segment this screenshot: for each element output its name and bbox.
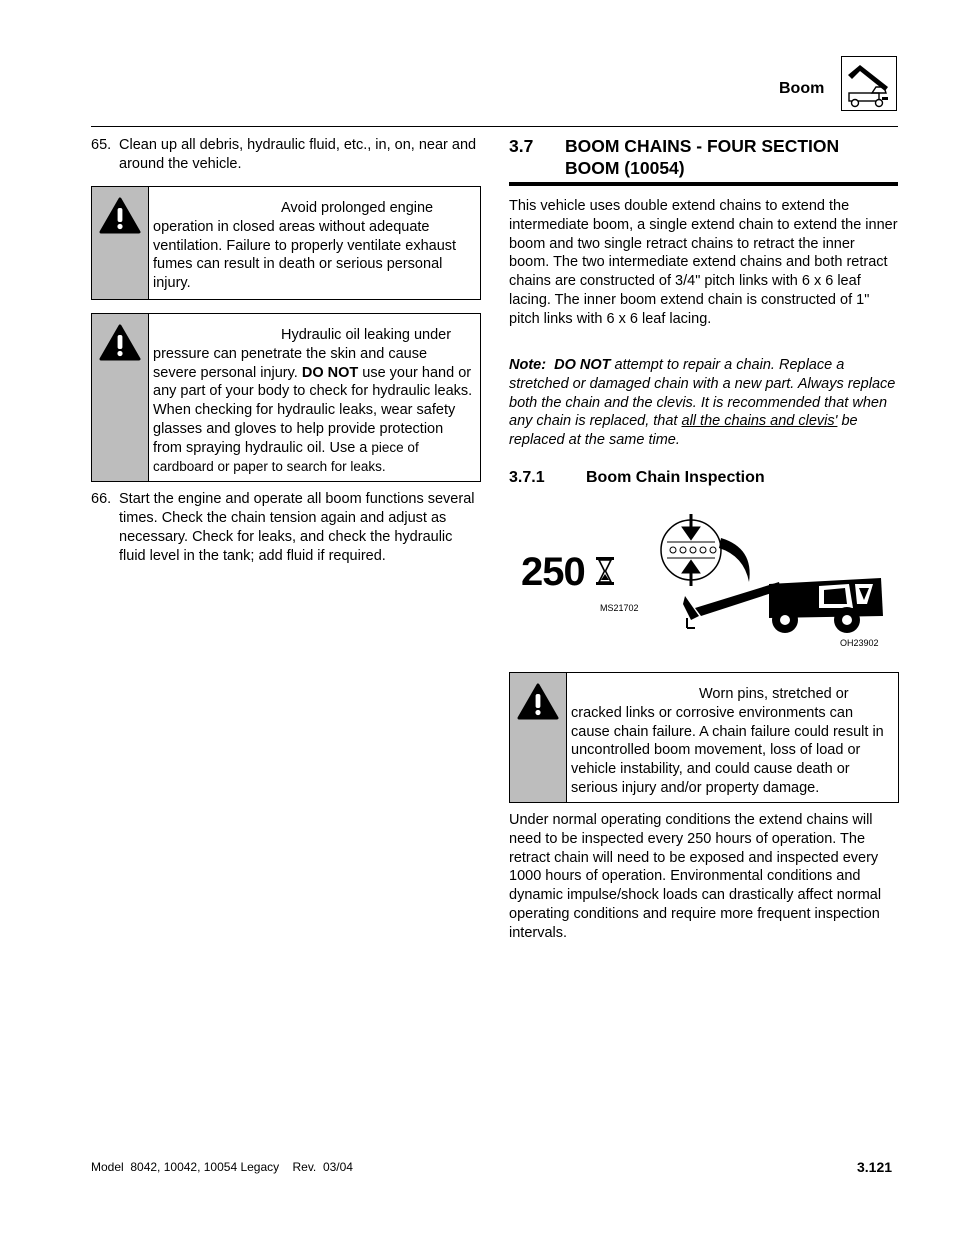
step-text: Clean up all debris, hydraulic fluid, etc., in, on, near and around the vehicle.: [119, 137, 477, 172]
warning-box-hydraulic-leak: [91, 313, 481, 482]
boom-chain-illustration: [659, 508, 899, 638]
warning-sidebar: [92, 314, 149, 481]
note-label: Note:: [509, 357, 547, 373]
note-text: attempt to repair a chain. Replace a stretched or damaged chain with a new part. Always replace both the chain and the clevis. It is recommended that when any chain is replaced, that: [509, 357, 896, 430]
subsection-number: 3.7.1: [509, 469, 545, 486]
boom-vehicle-icon: [841, 56, 897, 111]
footer-page-number: 3.121: [857, 1159, 893, 1175]
figure-code-oh: OH23902: [840, 638, 879, 648]
inspection-paragraph: Under normal operating conditions the extend chains will need to be inspected every 250 hours of operation. The retract chain will need to be exposed and inspected every 1000 hours of operation. Environmental conditions and dynamic impulse/shock loads can drastically affect normal operating conditions and require more frequent inspection intervals.: [509, 812, 882, 941]
note-emphasis: DO NOT: [554, 357, 611, 373]
intro-paragraph: This vehicle uses double extend chains to extend the intermediate boom, a single extend chain to extend the inner boom and two single retract chains to retract the inner boom. The two intermediate extend chains and both retract chains are constructed of 3/4" pitch links with 6 x 6 leaf lacing. The inner boom extend chain is constructed of 1" pitch links with 6 x 6 leaf lacing.: [509, 198, 898, 327]
step-text: Start the engine and operate all boom functions several times. Check the chain tension again and adjust as necessary. Check for leaks, and check the hydraulic fluid level in the tank; add fluid if required.: [119, 491, 475, 564]
warning-text: Worn pins, stretched or cracked links or corrosive environments can cause chain failure. A chain failure could result in uncontrolled boom movement, loss of load or vehicle instability, and could cause death or serious injury and/or property damage.: [571, 686, 884, 796]
boom-chain-figure: [509, 508, 899, 653]
warning-sidebar: [510, 673, 567, 802]
warning-box-chain-failure: [509, 672, 899, 803]
warning-text-b: use your hand or any part of your body to check for hydraulic leaks. When checking for hydraulic leaks, wear safety glasses and gloves to help provide protection from spraying hydraulic oil. Use a: [153, 364, 473, 456]
step-number: 66.: [91, 491, 112, 507]
warning-triangle-icon: [99, 197, 141, 235]
warning-text: Avoid prolonged engine operation in closed areas without adequate ventilation. Failure to properly ventilate exhaust fumes can result in death or serious personal injury.: [153, 200, 457, 292]
step-65: [91, 136, 481, 176]
warning-text-c: piece of cardboard or paper to search for leaks.: [153, 439, 419, 474]
note-underlined: all the chains and clevis': [681, 413, 838, 430]
hourglass-icon: [595, 556, 615, 586]
note-paragraph: [509, 356, 899, 450]
inspection-hours: 250: [521, 550, 585, 594]
section-title: BOOM CHAINS - FOUR SECTION BOOM (10054): [565, 136, 840, 178]
note-tail: be replaced at the same time.: [509, 413, 858, 449]
figure-code-ms: MS21702: [600, 603, 639, 613]
step-number: 65.: [91, 137, 112, 153]
section-rule: [509, 182, 898, 186]
header-rule: [91, 126, 898, 127]
footer-model: Model 8042, 10042, 10054 Legacy Rev. 03/04: [91, 1160, 353, 1174]
header-section-title: Boom: [779, 80, 825, 97]
warning-emphasis: DO NOT: [301, 364, 359, 381]
warning-sidebar: [92, 187, 149, 299]
section-number: 3.7: [509, 136, 534, 156]
warning-triangle-icon: [517, 683, 559, 721]
warning-text-a: Hydraulic oil leaking under pressure can penetrate the skin and cause severe personal injury.: [153, 327, 452, 381]
step-66: [91, 490, 481, 570]
warning-triangle-icon: [99, 324, 141, 362]
subsection-title: Boom Chain Inspection: [586, 469, 765, 486]
warning-box-ventilation: [91, 186, 481, 300]
